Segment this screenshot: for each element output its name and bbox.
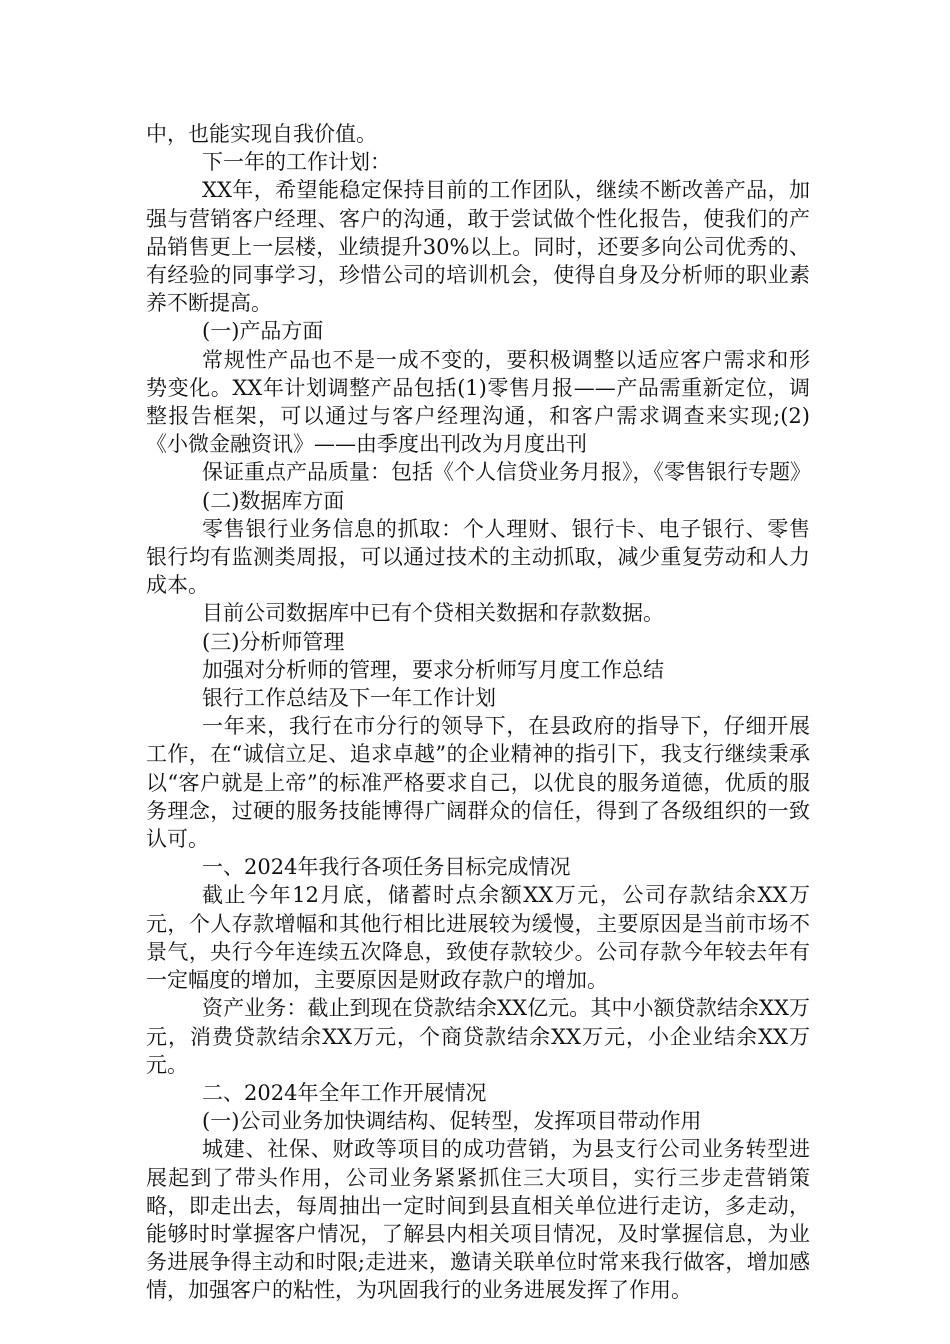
paragraph: 中，也能实现自我价值。 bbox=[146, 122, 377, 146]
heading-subsection-corporate: (一)公司业务加快调结构、促转型，发挥项目带动作用 bbox=[202, 1109, 702, 1134]
paragraph: 加强对分析师的管理，要求分析师写月度工作总结 bbox=[202, 657, 664, 682]
heading-next-year-plan: 下一年的工作计划： bbox=[202, 150, 391, 175]
paragraph: 城建、社保、财政等项目的成功营销，为县支行公司业务转型进展起到了带头作用，公司业务紧紧抓住三大项目，实行三步走营销策略，即走出去，每周抽出一定时间到县直相关单位进行走访，多走动，能够时时掌握客户情况，了解县内相关项目情况，及时掌握信息，为业务进展争得主动和时限;走进来，邀请关联单位时常来我行做客，增加感情，加强客户的粘性，为巩固我行的业务进展发挥了作用。 bbox=[146, 1137, 810, 1303]
heading-section-one: 一、2024年我行各项任务目标完成情况 bbox=[202, 855, 571, 880]
paragraph: 截止今年12月底，储蓄时点余额XX万元，公司存款结余XX万元，个人存款增幅和其他行相比进展较为缓慢，主要原因是当前市场不景气，央行今年连续五次降息，致使存款较少。公司存款今年较去年有一定幅度的增加，主要原因是财政存款户的增加。 bbox=[146, 883, 810, 993]
paragraph: 目前公司数据库中已有个贷相关数据和存款数据。 bbox=[202, 601, 664, 626]
heading-database: (二)数据库方面 bbox=[202, 488, 345, 513]
paragraph: XX年，希望能稳定保持目前的工作团队，继续不断改善产品，加强与营销客户经理、客户的沟通，敢于尝试做个性化报告，使我们的产品销售更上一层楼，业绩提升30%以上。同时，还要多向公司优秀的、有经验的同事学习，珍惜公司的培训机会，使得自身及分析师的职业素养不断提高。 bbox=[146, 178, 810, 316]
heading-section-two: 二、2024年全年工作开展情况 bbox=[202, 1080, 487, 1105]
heading-analyst-management: (三)分析师管理 bbox=[202, 629, 345, 654]
document-page bbox=[146, 120, 810, 1305]
heading-product: (一)产品方面 bbox=[202, 319, 324, 344]
paragraph: 资产业务：截止到现在贷款结余XX亿元。其中小额贷款结余XX万元，消费贷款结余XX万元，个商贷款结余XX万元，小企业结余XX万元。 bbox=[146, 996, 810, 1077]
paragraph: 一年来，我行在市分行的领导下，在县政府的指导下，仔细开展工作，在“诚信立足、追求卓越”的企业精神的指引下，我支行继续秉承以“客户就是上帝”的标准严格要求自己，以优良的服务道德，优质的服务理念，过硬的服务技能博得广阔群众的信任，得到了各级组织的一致认可。 bbox=[146, 714, 810, 852]
paragraph: 零售银行业务信息的抓取：个人理财、银行卡、电子银行、零售银行均有监测类周报，可以通过技术的主动抓取，减少重复劳动和人力成本。 bbox=[146, 516, 810, 598]
document-title: 银行工作总结及下一年工作计划 bbox=[202, 686, 496, 711]
paragraph: 常规性产品也不是一成不变的，要积极调整以适应客户需求和形势变化。XX年计划调整产品包括(1)零售月报——产品需重新定位，调整报告框架，可以通过与客户经理沟通，和客户需求调查来实现;(2)《小微金融资讯》——由季度出刊改为月度出刊 bbox=[146, 347, 810, 457]
paragraph: 保证重点产品质量：包括《个人信贷业务月报》，《零售银行专题》 bbox=[202, 460, 811, 485]
